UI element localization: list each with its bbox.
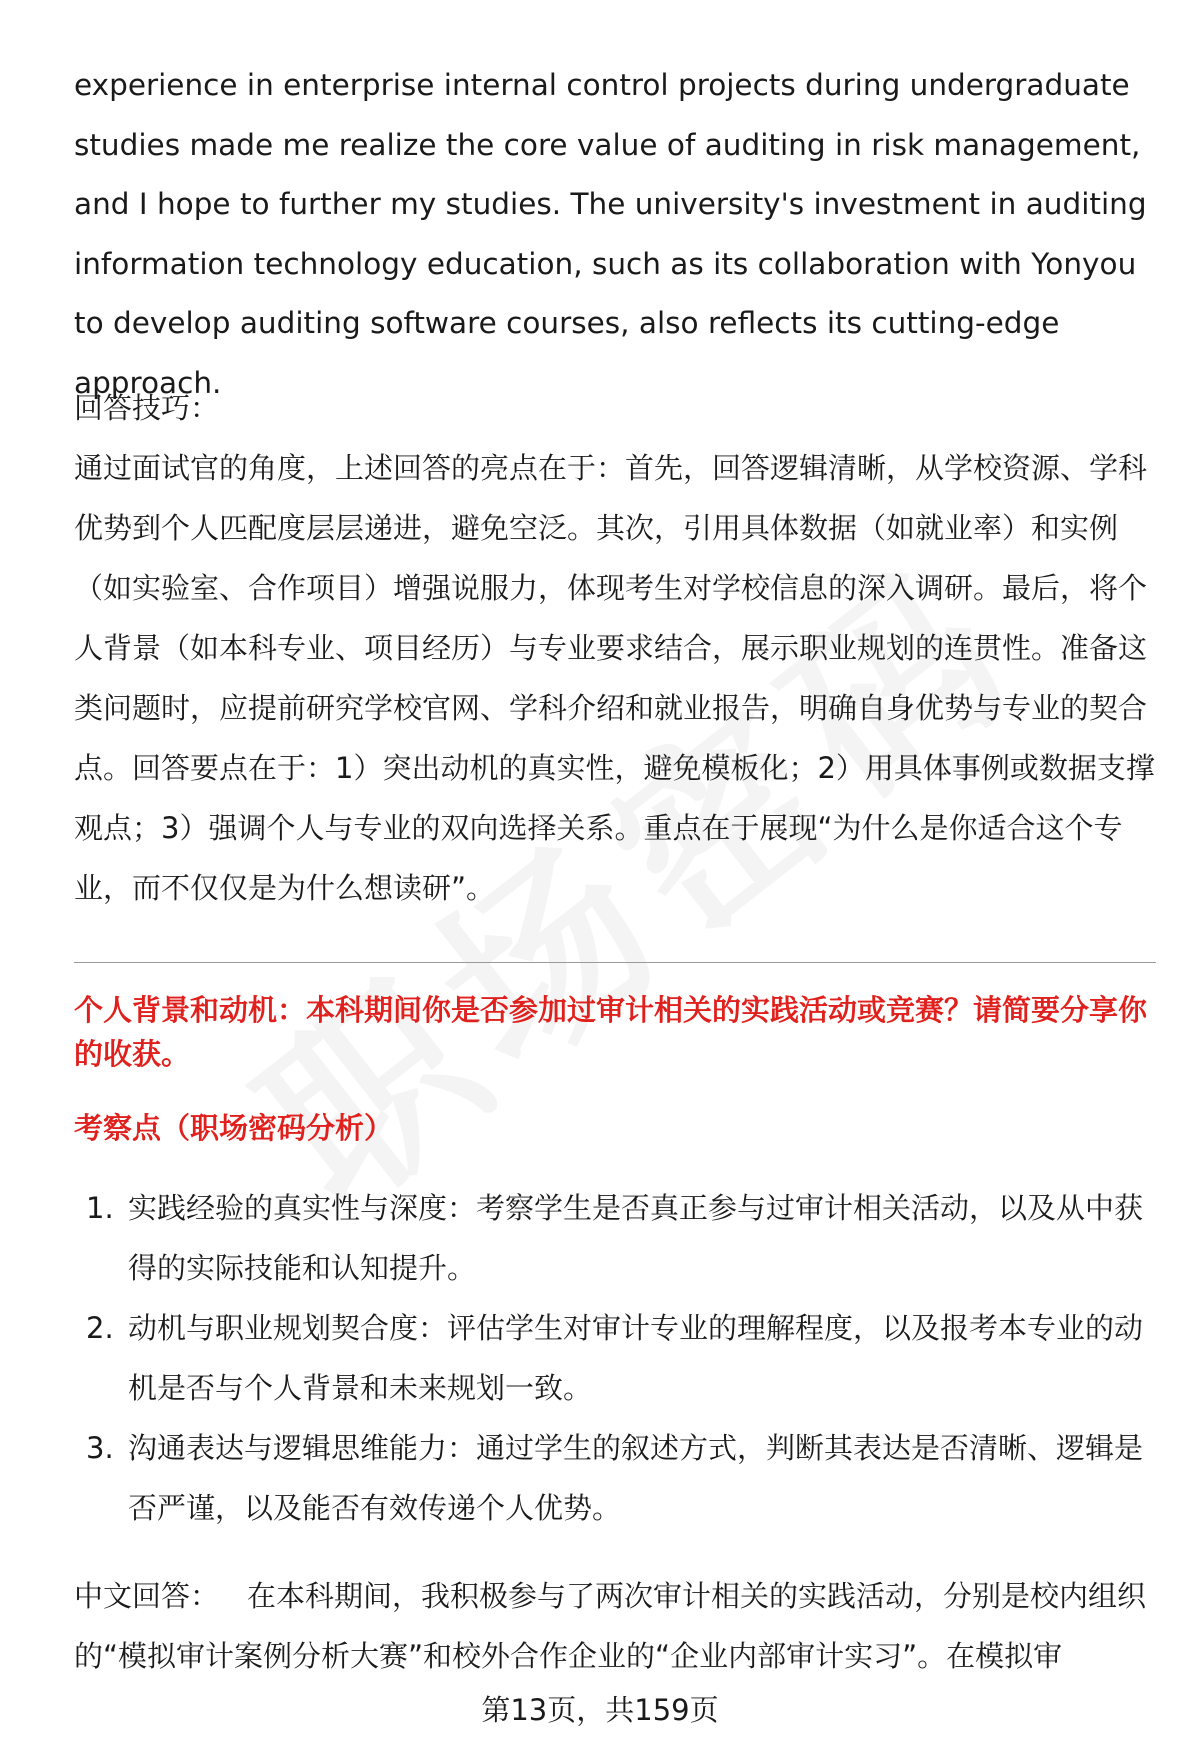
page-number-footer: 第13页，共159页 bbox=[0, 1688, 1200, 1732]
chinese-answer bbox=[74, 1566, 1164, 1686]
section-divider bbox=[74, 962, 1156, 963]
list-item-text: 实践经验的真实性与深度：考察学生是否真正参与过审计相关活动，以及从中获得的实际技能和认知提升。 bbox=[128, 1191, 1144, 1285]
answer-text: 在本科期间，我积极参与了两次审计相关的实践活动，分别是校内组织的“模拟审计案例分析大赛”和校外合作企业的“企业内部审计实习”。在模拟审 bbox=[74, 1579, 1147, 1673]
english-paragraph: experience in enterprise internal control projects during undergraduate studies made me realize the core value of auditing in risk management, and I hope to further my studies. The university's investment in auditing information technology education, such as its collaboration with Yonyou to develop auditing software courses, also reflects its cutting-edge approach. bbox=[74, 68, 1147, 400]
tips-body: 通过面试官的角度，上述回答的亮点在于：首先，回答逻辑清晰，从学校资源、学科优势到个人匹配度层层递进，避免空泛。其次，引用具体数据（如就业率）和实例（如实验室、合作项目）增强说服力，体现考生对学校信息的深入调研。最后，将个人背景（如本科专业、项目经历）与专业要求结合，展示职业规划的连贯性。准备这类问题时，应提前研究学校官网、学科介绍和就业报告，明确自身优势与专业的契合点。回答要点在于：1）突出动机的真实性，避免模板化；2）用具体事例或数据支撑观点；3）强调个人与专业的双向选择关系。重点在于展现“为什么是你适合这个专业，而不仅仅是为什么想读研”。 bbox=[74, 451, 1155, 905]
question-heading: 个人背景和动机：本科期间你是否参加过审计相关的实践活动或竞赛？请简要分享你的收获。 bbox=[74, 993, 1148, 1071]
list-item-number: 3. bbox=[86, 1431, 114, 1465]
list-item bbox=[74, 1298, 1164, 1418]
assessment-points-list bbox=[74, 1178, 1164, 1538]
answer-label: 中文回答： bbox=[74, 1579, 220, 1613]
assessment-points-heading: 考察点（职场密码分析） bbox=[74, 1111, 394, 1145]
list-item-number: 1. bbox=[86, 1191, 114, 1225]
list-item-number: 2. bbox=[86, 1311, 114, 1345]
tips-heading: 回答技巧： bbox=[74, 391, 220, 425]
list-item-text: 动机与职业规划契合度：评估学生对审计专业的理解程度，以及报考本专业的动机是否与个人背景和未来规划一致。 bbox=[128, 1311, 1144, 1405]
list-item-text: 沟通表达与逻辑思维能力：通过学生的叙述方式，判断其表达是否清晰、逻辑是否严谨，以及能否有效传递个人优势。 bbox=[128, 1431, 1144, 1525]
list-item bbox=[74, 1418, 1164, 1538]
list-item bbox=[74, 1178, 1164, 1298]
